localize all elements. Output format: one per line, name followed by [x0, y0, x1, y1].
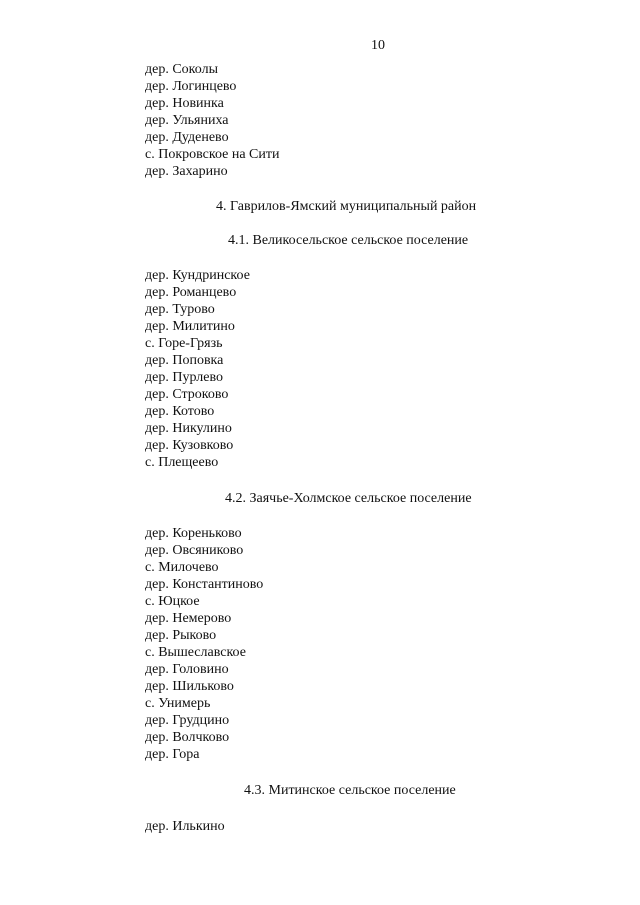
list-item: дер. Соколы — [145, 62, 218, 77]
list-item: дер. Новинка — [145, 96, 224, 111]
list-item: дер. Пурлево — [145, 370, 223, 385]
list-item: с. Горе-Грязь — [145, 336, 223, 351]
list-item: дер. Дуденево — [145, 130, 229, 145]
list-item: дер. Логинцево — [145, 79, 237, 94]
list-item: дер. Кузовково — [145, 438, 234, 453]
list-item: с. Покровское на Сити — [145, 147, 280, 162]
list-item: с. Юцкое — [145, 594, 200, 609]
list-item: дер. Захарино — [145, 164, 228, 179]
list-item: дер. Грудцино — [145, 713, 230, 728]
list-item: дер. Рыково — [145, 628, 217, 643]
subsection-heading: 4.2. Заячье-Холмское сельское поселение — [225, 491, 472, 506]
list-item: с. Плещеево — [145, 455, 219, 470]
list-item: дер. Турово — [145, 302, 215, 317]
list-item: дер. Поповка — [145, 353, 224, 368]
list-item: дер. Романцево — [145, 285, 237, 300]
list-item: дер. Овсяниково — [145, 543, 244, 558]
list-item: дер. Илькино — [145, 819, 225, 834]
list-item: дер. Ульяниха — [145, 113, 229, 128]
list-item: дер. Гора — [145, 747, 200, 762]
list-item: дер. Волчково — [145, 730, 230, 745]
section-heading: 4. Гаврилов-Ямский муниципальный район — [216, 199, 477, 214]
list-item: дер. Никулино — [145, 421, 232, 436]
page-number: 10 — [371, 38, 385, 53]
list-item: с. Унимерь — [145, 696, 211, 711]
list-item: дер. Кундринское — [145, 268, 250, 283]
list-item: дер. Шильково — [145, 679, 234, 694]
list-item: дер. Константиново — [145, 577, 264, 592]
subsection-heading: 4.3. Митинское сельское поселение — [244, 783, 456, 798]
list-item: дер. Котово — [145, 404, 215, 419]
list-item: с. Милочево — [145, 560, 219, 575]
list-item: дер. Головино — [145, 662, 229, 677]
list-item: с. Вышеславское — [145, 645, 246, 660]
list-item: дер. Милитино — [145, 319, 235, 334]
subsection-heading: 4.1. Великосельское сельское поселение — [228, 233, 469, 248]
list-item: дер. Строково — [145, 387, 229, 402]
list-item: дер. Немерово — [145, 611, 232, 626]
list-item: дер. Кореньково — [145, 526, 242, 541]
